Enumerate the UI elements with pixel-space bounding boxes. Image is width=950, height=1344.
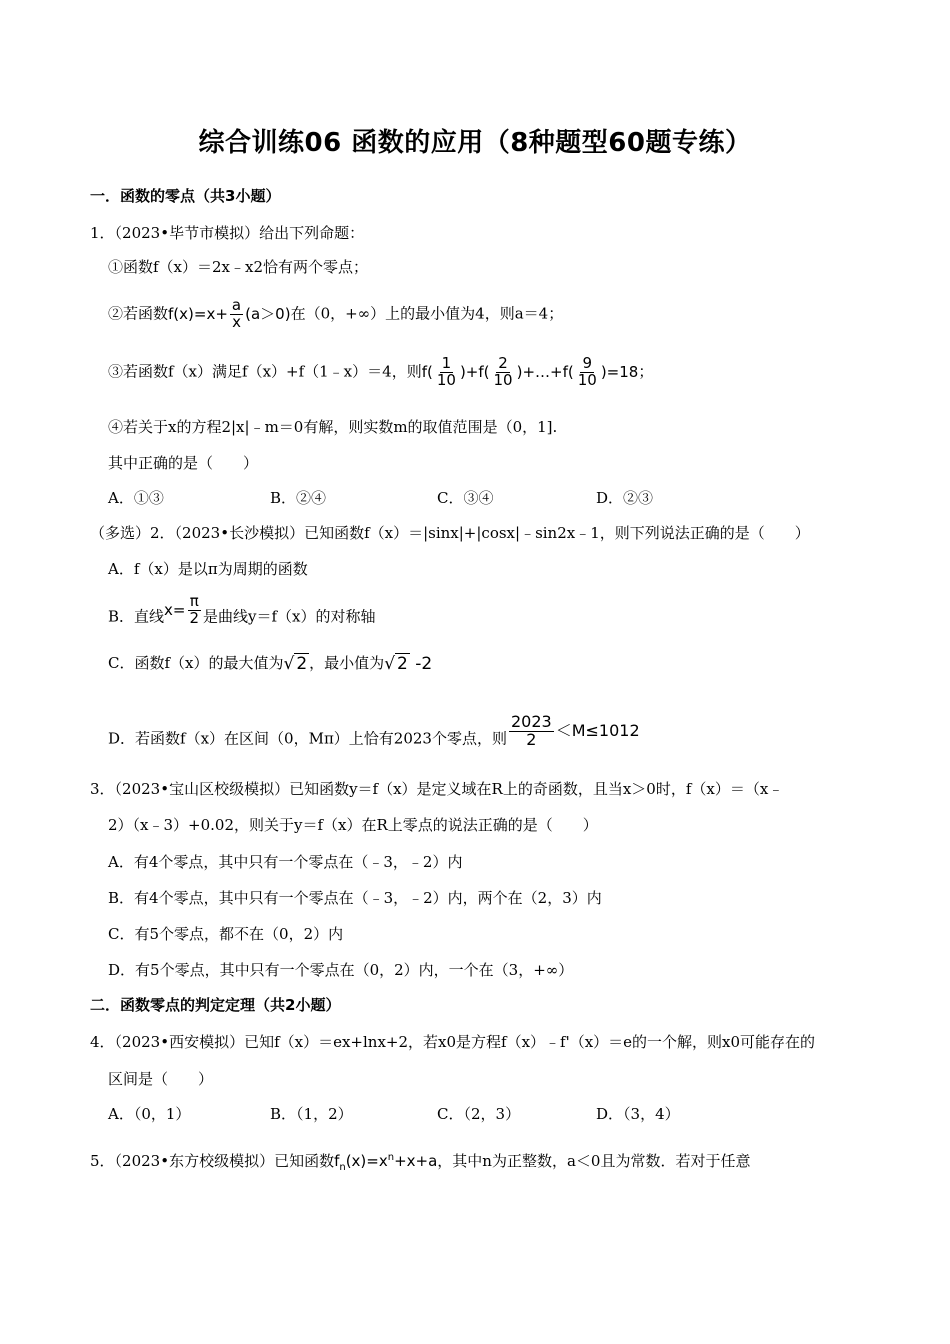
q2-option-d: [108, 714, 640, 749]
q1-option-b: B．②④: [270, 489, 327, 507]
q1-option-a: A．①③: [108, 489, 164, 507]
q2-c-pre: C．函数f（x）的最大值为: [108, 654, 284, 672]
q2-option-b: [108, 594, 376, 627]
q2-b-post: 是曲线y＝f（x）的对称轴: [203, 607, 376, 626]
q3-option-b: B．有4个零点，其中只有一个零点在（﹣3，﹣2）内，两个在（2，3）内: [108, 889, 602, 907]
q2-c-min-value: √ 2 -2: [384, 654, 433, 674]
q3-stem-line-2: 2）（x﹣3）+0.02，则关于y＝f（x）在R上零点的说法正确的是（ ）: [108, 816, 598, 834]
q1-stem: 1．（2023•毕节市模拟）给出下列命题：: [90, 224, 365, 242]
section-heading-1: 一．函数的零点（共3小题）: [90, 187, 281, 205]
q2-stem: （多选）2．（2023•长沙模拟）已知函数f（x）＝|sinx|+|cosx|﹣sin2x﹣1，则下列说法正确的是（ ）: [90, 524, 810, 542]
q1-option-d: D．②③: [596, 489, 654, 507]
q1-proposition-3: [108, 356, 653, 389]
q1-option-c: C．③④: [437, 489, 494, 507]
q1-p2-formula: f(x)=x+ $\frac{a}{x}$ (a＞0): [168, 296, 291, 331]
q1-p3-post: ；: [638, 362, 654, 381]
q2-option-a: A．f（x）是以π为周期的函数: [108, 560, 308, 578]
q5-formula: $f_n(x)=x^n+x+a$: [334, 1151, 438, 1173]
q2-d-pre: D．若函数f（x）在区间（0，Mπ）上恰有2023个零点，则: [108, 729, 507, 748]
q5-pre: 5．（2023•东方校级模拟）已知函数: [90, 1152, 335, 1170]
q4-option-b: B．（1，2）: [270, 1105, 353, 1123]
q1-proposition-1: [108, 256, 368, 277]
q4-option-a: A．（0，1）: [108, 1105, 191, 1123]
q3-stem-line-1: 3．（2023•宝山区校级模拟）已知函数y＝f（x）是定义域在R上的奇函数，且当x＞0时，f（x）＝（x﹣: [90, 780, 784, 798]
q2-c-mid: ，最小值为: [309, 654, 385, 672]
q1-ask: 其中正确的是（ ）: [108, 454, 259, 472]
q1-p2-post: 在（0，+∞）上的最小值为4，则a＝4；: [290, 304, 564, 323]
q1-proposition-2: [108, 298, 563, 331]
section-heading-2: 二．函数零点的判定定理（共2小题）: [90, 996, 341, 1014]
q2-b-formula: x= $\frac{\pi}{2}$: [164, 592, 200, 627]
q1-p1-text: ①函数f（x）＝2x﹣x2恰有两个零点；: [108, 258, 369, 276]
q4-option-c: C．（2，3）: [437, 1105, 521, 1123]
q4-stem-line-2: 区间是（ ）: [108, 1070, 214, 1088]
q2-d-formula: $\frac{2023}{2}$ ＜M≤1012: [510, 712, 640, 749]
q5-post: ，其中n为正整数，a＜0且为常数．若对于任意: [437, 1152, 751, 1170]
q3-option-c: C．有5个零点，都不在（0，2）内: [108, 925, 344, 943]
q1-p3-formula: f( $\frac{1}{10}$ )+f( $\frac{2}{10}$ )+…+f( $\frac{9}{10}$ )=18: [421, 354, 639, 389]
q4-option-d: D．（3，4）: [596, 1105, 680, 1123]
q1-proposition-4: ④若关于x的方程2|x|﹣m＝0有解，则实数m的取值范围是（0，1].: [108, 418, 558, 436]
q3-option-a: A．有4个零点，其中只有一个零点在（﹣3，﹣2）内: [108, 853, 463, 871]
page-title: 综合训练06 函数的应用（8种题型60题专练）: [198, 128, 752, 158]
q2-c-max-value: √ 2: [283, 654, 308, 674]
q2-option-c: [108, 652, 432, 674]
q3-option-d: D．有5个零点，其中只有一个零点在（0，2）内，一个在（3，+∞）: [108, 961, 574, 979]
q1-p2-pre: ②若函数: [108, 304, 169, 323]
q4-stem-line-1: 4．（2023•西安模拟）已知f（x）＝ex+lnx+2，若x0是方程f（x）﹣f'（x）＝e的一个解，则x0可能存在的: [90, 1033, 816, 1051]
q1-p3-pre: ③若函数f（x）满足f（x）+f（1﹣x）＝4，则: [108, 362, 422, 381]
q2-b-pre: B．直线: [108, 607, 165, 626]
q5-stem: [90, 1150, 750, 1173]
